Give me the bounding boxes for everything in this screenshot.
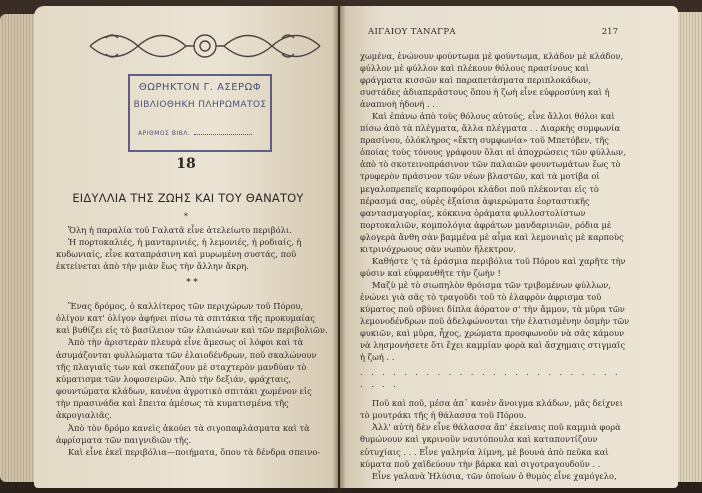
stamp-library: ΒΙΒΛΙΟΘΗΚΗ ΠΛΗΡΩΜΑΤΟΣ bbox=[133, 100, 267, 110]
library-stamp bbox=[128, 74, 272, 152]
paragraph: Ἀλλ' αὐτὴ δὲν εἶνε θάλασσα ἄπ' ἐκείναις ποῦ καμμιὰ φορὰ θυμώνουν καὶ γκρινοῦν ναυτόπουλα καὶ καταποντίζουν εὐτυχίαις . . . Εἶνε γαληνία λίμνη, μὲ βουνὰ ἀπὸ πεῦκα καὶ κύματα ποῦ χαϊδεύουν τὴν βάρκα καὶ σιγοτραγουδοῦν . . bbox=[360, 422, 621, 469]
right-page bbox=[340, 6, 678, 488]
page-number: 217 bbox=[601, 27, 618, 37]
title-dot: * bbox=[184, 212, 188, 221]
chapter-title: ΕΙΔΥΛΛΙΑ ΤΗΣ ΖΩΗΣ ΚΑΙ ΤΟΥ ΘΑΝΑΤΟΥ bbox=[72, 191, 304, 205]
paragraph: Καὶ ἐπάνω ἀπὸ τοὺς θόλους αὐτούς, εἶνε ἄλλοι θόλοι καὶ πίσω ἀπὸ τὰ πλέγματα, ἄλλα πλέγματα . . Διαρκὴς συμφωνία πρασίνου, ὁλόκληρος «ἔκτη συμφωνία» τοῦ Μπετόβεν, τῆς ὁποίας τοὺς τόνους γράφουν ὅλαι αἱ ἀποχρώσεις τῶν φύλλων, ἀπὸ τὸ σκοτεινοπράσινον τῶν παλαιῶν φουντωμάτων ἕως τὸ τρυφερὸν πράσινον τῶν νέων βλαστῶν, καὶ τὰ μοτίβα οἱ μεγαλοπρεπεῖς καρποφόροι κλάδοι ποῦ πλέκονται εἰς τὸ πέρασμά σας, οὐρὲς ἐξαίσια ἀφιερώματα ἑορταστικῆς φαντασμαγορίας, κόκκινα ὁράματα φυλλοστολίστων πορτοκαλιῶν, κομπολόγια ἀφράτων μανδαρινιῶν, ρόδια μὲ φλογερὰ ἄνθη σὰν βαμμένα μὲ αἷμα καὶ λεμονιαὶς μὲ καρποὺς κιτρινόχρωους σὰν νωπὸν ἤλεκτρον. bbox=[360, 111, 626, 254]
section-stars: * * bbox=[186, 276, 198, 287]
paragraph: Καὶ εἶνε ἐκεῖ περιβόλια—ποιήματα, ὅπου τὰ δένδρα σπεινο- bbox=[68, 446, 321, 457]
right-body-text bbox=[360, 50, 630, 482]
chapter-number: 18 bbox=[176, 156, 196, 172]
paragraph: Ἀπὸ τὴν ἀριστερὰν πλευρὰ εἶνε ἄμεσως οἱ λόφοι καὶ τὰ ἀσυμάζονται φυλλώματα τῶν ἐλαιοδένδρων, ποῦ σκαλώνουν τῆς πλαγιαῖς των καὶ σκεπάζουν μὲ σταχτερὸν μανδύαν τὸ κύματισμα τῶν λοφοσειρῶν. Ἀπὸ τὴν δεξιάν, φράχταις, φουντώματα κλάδων, κανένα ἀγροτικὸ σπιτάκι χωμένον εἰς τὴν πρασινάδα καὶ ἔπειτα ἀμέσως τὰ κυματισμένα τῆς ἀκρογιαλιᾶς. bbox=[56, 337, 317, 421]
stamp-book-number: ΑΡΙΘΜΟΣ ΒΙΒΛ. bbox=[138, 130, 262, 137]
paragraph: Ἕνας δρόμος, ὁ καλλίτερος τῶν περιχώρων τοῦ Πόρου, ὀλίγον κατ' ὀλίγον ἀφήνει πίσω τὰ σπιτάκια τῆς προκυμαίας καὶ βυθίζει εἰς τὸ βασίλειον τῶν ἐλαιώνων καὶ τῶν περιβολιῶν. bbox=[56, 301, 328, 336]
left-section-1 bbox=[56, 224, 328, 289]
paragraph: Ἀπὸ τὸν δρόμο κανεὶς ἀκούει τὰ σιγοπαφλάσματα καὶ τὰ ἀφρίσματα τῶν παιγνιδιῶν τῆς. bbox=[56, 422, 310, 445]
paragraph: Ἡ πορτοκαλιές, ἡ μανταρινιές, ἡ λεμονιές, ἡ ροδιαίς, ἡ κυδωνιαίς, εἶνε καταπράσινη καὶ μυρωμένη συστάς, ποῦ ἐκτείνεται ἀπὸ τὴν μιὰν ἕως τὴν ἄλλην ἄκρη. bbox=[56, 237, 302, 272]
dotted-separator: . . . . . . . . . . . . . . . . . . . . . . . . . . . . bbox=[360, 368, 621, 390]
paragraph: Ποῦ καὶ ποῦ, μέσα ἀπ᾽ κανὲν ἄνοιγμα κλάδων, μᾶς δείχνει τὸ μουτράκι τῆς ἡ θάλασσα τοῦ Πόρου. bbox=[360, 398, 623, 421]
paragraph: Καθήστε 'ς τὰ ἐράσμια περιβόλια τοῦ Πόρου καὶ χαρῆτε τὴν φύσιν καὶ εὐφρανθῆτε τὴν ζωὴν ! bbox=[360, 255, 626, 278]
decorative-ornament-icon bbox=[86, 26, 324, 66]
stamp-owner: ΘΩΡΗΚΤΟΝ Γ. ΑΣΕΡΩΦ bbox=[138, 82, 262, 93]
left-page bbox=[34, 6, 338, 488]
paragraph: χωμένα, ἑνώνουν φούντωμα μὲ φούντωμα, κλάδον μὲ κλάδον, φύλλον μὲ φύλλον καὶ πλέκουν θόλους πρασίνους καὶ φράγματα κισσῶν καὶ παραπετάσματα περιπλοκάδων, συστάδες ἀδιαπερᾶστους ὅπου ἡ ζωὴ εἶνε εὐφροσύνη καὶ ἡ ἀναπνοὴ ἡδονή . . bbox=[360, 51, 624, 110]
book-gutter bbox=[332, 0, 346, 493]
left-page-edges bbox=[0, 14, 38, 482]
paragraph: Εἶνε γαλανὰ Ἠλύσια, τῶν ὁποίων ὁ θυμὸς εἶνε χαμόγελο, bbox=[372, 470, 617, 481]
left-section-2 bbox=[56, 300, 328, 458]
paragraph: Μαζὺ μὲ τὸ σιωπηλὸν θρόισμα τῶν τριβομένων φύλλων, ἑνώνει γιὰ σᾶς τὸ τραγοῦδι τοῦ τὸ ἐλαφρὸν ἀφρισμα τοῦ κύματος ποῦ σβύνει δίπλα ἀόρατον σ' τὴν ἄμμον, τὰ μῦρα τῶν λεμονοδένδρων ποῦ ἀδελφώνονται τὴν ἐλατισμένην ὀσμὴν τῶν φυκιῶν, καὶ μῦρα, ἦχος, χρώματα προσφωνοῦν νὰ σᾶς κάμουν νὰ λησμονήσετε ὅτι ἔχει καμμίαν φορὰ καὶ ἄσχημαις στιγμαῖς ἡ ζωή . . bbox=[360, 279, 630, 363]
paragraph: Ὅλη ἡ παραλία τοῦ Γαλατᾶ εἶνε ἀτελείωτο περιβόλι. bbox=[68, 225, 292, 235]
running-head: ΑΙΓΑΙΟΥ ΤΑΝΑΓΡΑ bbox=[368, 27, 456, 37]
